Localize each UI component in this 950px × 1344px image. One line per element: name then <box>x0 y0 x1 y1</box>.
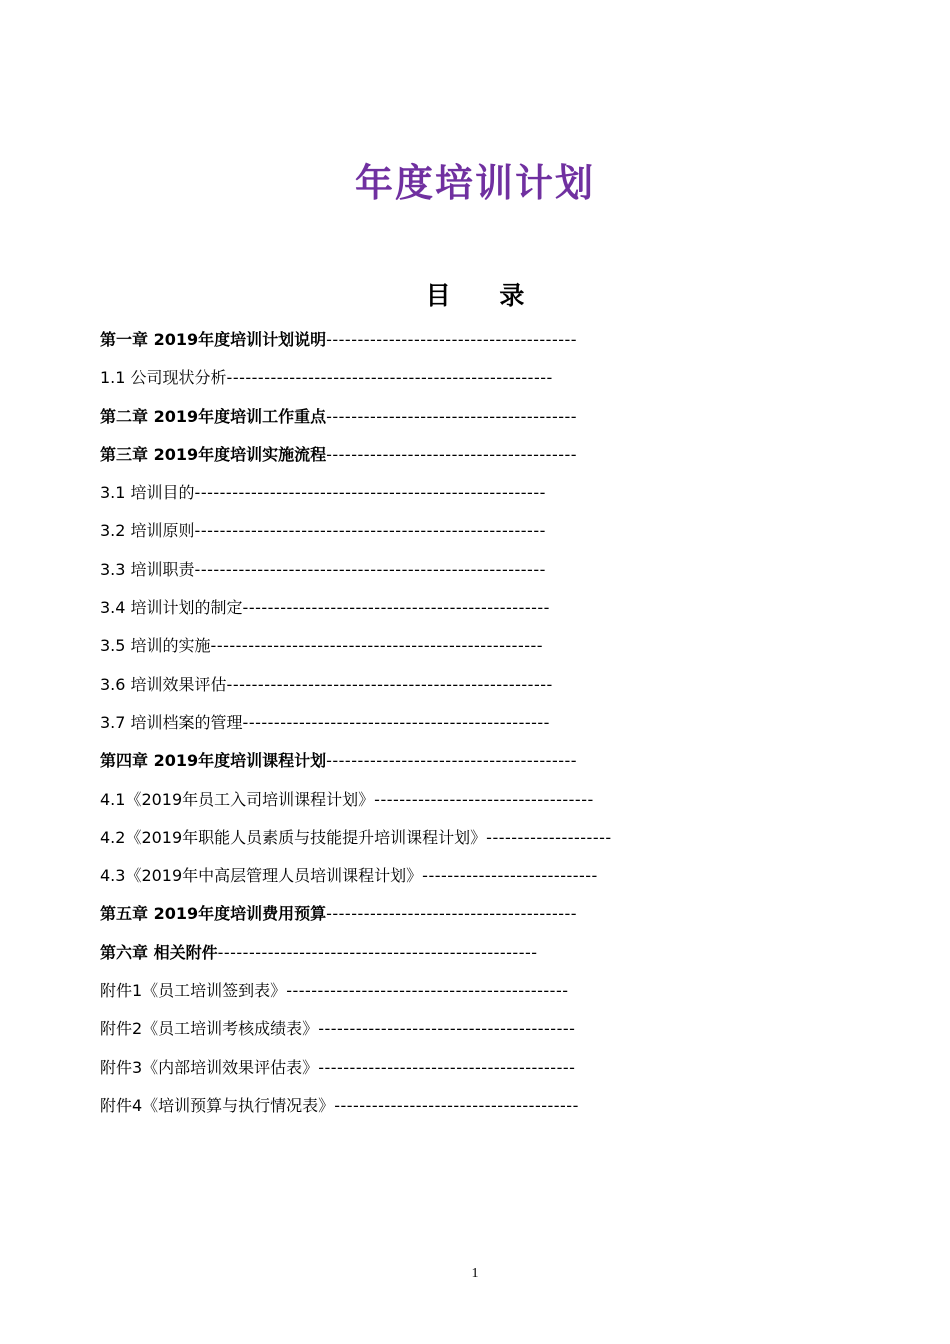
toc-section-entry[interactable] <box>100 788 900 826</box>
toc-entry-label: 第一章 2019年度培训计划说明 <box>100 330 327 349</box>
toc-section-entry[interactable] <box>100 673 900 711</box>
toc-section-entry[interactable] <box>100 1094 900 1132</box>
toc-entry-leader: ---------------------------------------- <box>326 330 578 349</box>
toc-entry-label: 3.1 培训目的 <box>100 483 195 503</box>
toc-section-entry[interactable] <box>100 826 900 864</box>
toc-entry-label: 3.6 培训效果评估 <box>100 674 227 694</box>
toc-chapter-entry[interactable] <box>100 405 900 443</box>
toc-entry-label: 4.3《2019年中高层管理人员培训课程计划》 <box>100 866 423 886</box>
toc-section-entry[interactable] <box>100 711 900 749</box>
toc-entry-leader: ----------------------------------------------------- <box>210 636 544 656</box>
toc-section-entry[interactable] <box>100 366 900 404</box>
toc-entry-leader: ---------------------------------------- <box>326 904 578 924</box>
toc-entry-label: 3.5 培训的实施 <box>100 636 211 656</box>
toc-entry-leader: ----------------------------------------- <box>318 1019 576 1039</box>
toc-entry-leader: --------------------------------------------- <box>286 981 569 1001</box>
toc-section-entry[interactable] <box>100 558 900 596</box>
toc-entry-leader: ----------------------------------- <box>374 789 594 809</box>
toc-entry-label: 第三章 2019年度培训实施流程 <box>100 444 327 464</box>
page-number: 1 <box>471 1266 479 1281</box>
toc-entry-leader: -------------------- <box>486 827 612 847</box>
toc-entry-leader: ---------------------------- <box>422 866 598 886</box>
toc-entry-leader: --------------------------------------------------- <box>217 942 538 962</box>
toc-chapter-entry[interactable] <box>100 328 900 366</box>
toc-entry-leader: -------------------------------------------------------- <box>194 559 546 579</box>
toc-section-entry[interactable] <box>100 596 900 634</box>
toc-entry-leader: ------------------------------------------------- <box>242 712 550 732</box>
toc-section-entry[interactable] <box>100 1017 900 1055</box>
toc-entry-label: 3.3 培训职责 <box>100 559 195 579</box>
toc-entry-label: 第五章 2019年度培训费用预算 <box>100 904 327 924</box>
toc-entry-label: 第六章 相关附件 <box>100 942 218 962</box>
toc-entry-leader: --------------------------------------- <box>334 1095 579 1115</box>
toc-section-entry[interactable] <box>100 634 900 672</box>
toc-section-entry[interactable] <box>100 979 900 1017</box>
toc-entry-leader: ---------------------------------------- <box>326 406 578 426</box>
toc-entry-label: 3.7 培训档案的管理 <box>100 712 243 732</box>
toc-entry-leader: ----------------------------------------- <box>318 1057 576 1077</box>
toc-section-entry[interactable] <box>100 519 900 557</box>
toc-section-entry[interactable] <box>100 481 900 519</box>
toc-chapter-entry[interactable] <box>100 749 900 787</box>
toc-section-entry[interactable] <box>100 864 900 902</box>
toc-chapter-entry[interactable] <box>100 941 900 979</box>
toc-entry-label: 第四章 2019年度培训课程计划 <box>100 751 327 771</box>
toc-entry-leader: ---------------------------------------- <box>326 444 578 464</box>
toc-entry-label: 3.2 培训原则 <box>100 521 195 541</box>
toc-entry-label: 第二章 2019年度培训工作重点 <box>100 406 327 426</box>
toc-entry-leader: ---------------------------------------------------- <box>226 368 553 388</box>
toc-entry-leader: ---------------------------------------- <box>326 751 578 771</box>
toc-chapter-entry[interactable] <box>100 443 900 481</box>
document-title: 年度培训计划 <box>354 161 595 205</box>
toc-entry-label: 4.1《2019年员工入司培训课程计划》 <box>100 789 375 809</box>
toc-entry-label: 附件1《员工培训签到表》 <box>100 981 287 1001</box>
toc-entry-label: 3.4 培训计划的制定 <box>100 598 243 618</box>
toc-entry-leader: -------------------------------------------------------- <box>194 483 546 503</box>
table-of-contents <box>100 328 900 1132</box>
toc-section-entry[interactable] <box>100 1056 900 1094</box>
toc-entry-label: 1.1 公司现状分析 <box>100 368 227 388</box>
toc-entry-label: 附件2《员工培训考核成绩表》 <box>100 1019 319 1039</box>
toc-entry-leader: ---------------------------------------------------- <box>226 674 553 694</box>
toc-chapter-entry[interactable] <box>100 902 900 940</box>
toc-entry-label: 附件4《培训预算与执行情况表》 <box>100 1095 335 1115</box>
toc-entry-label: 附件3《内部培训效果评估表》 <box>100 1057 319 1077</box>
toc-heading: 目 录 <box>425 281 545 310</box>
toc-entry-leader: -------------------------------------------------------- <box>194 521 546 541</box>
toc-entry-leader: ------------------------------------------------- <box>242 598 550 618</box>
toc-entry-label: 4.2《2019年职能人员素质与技能提升培训课程计划》 <box>100 827 487 847</box>
